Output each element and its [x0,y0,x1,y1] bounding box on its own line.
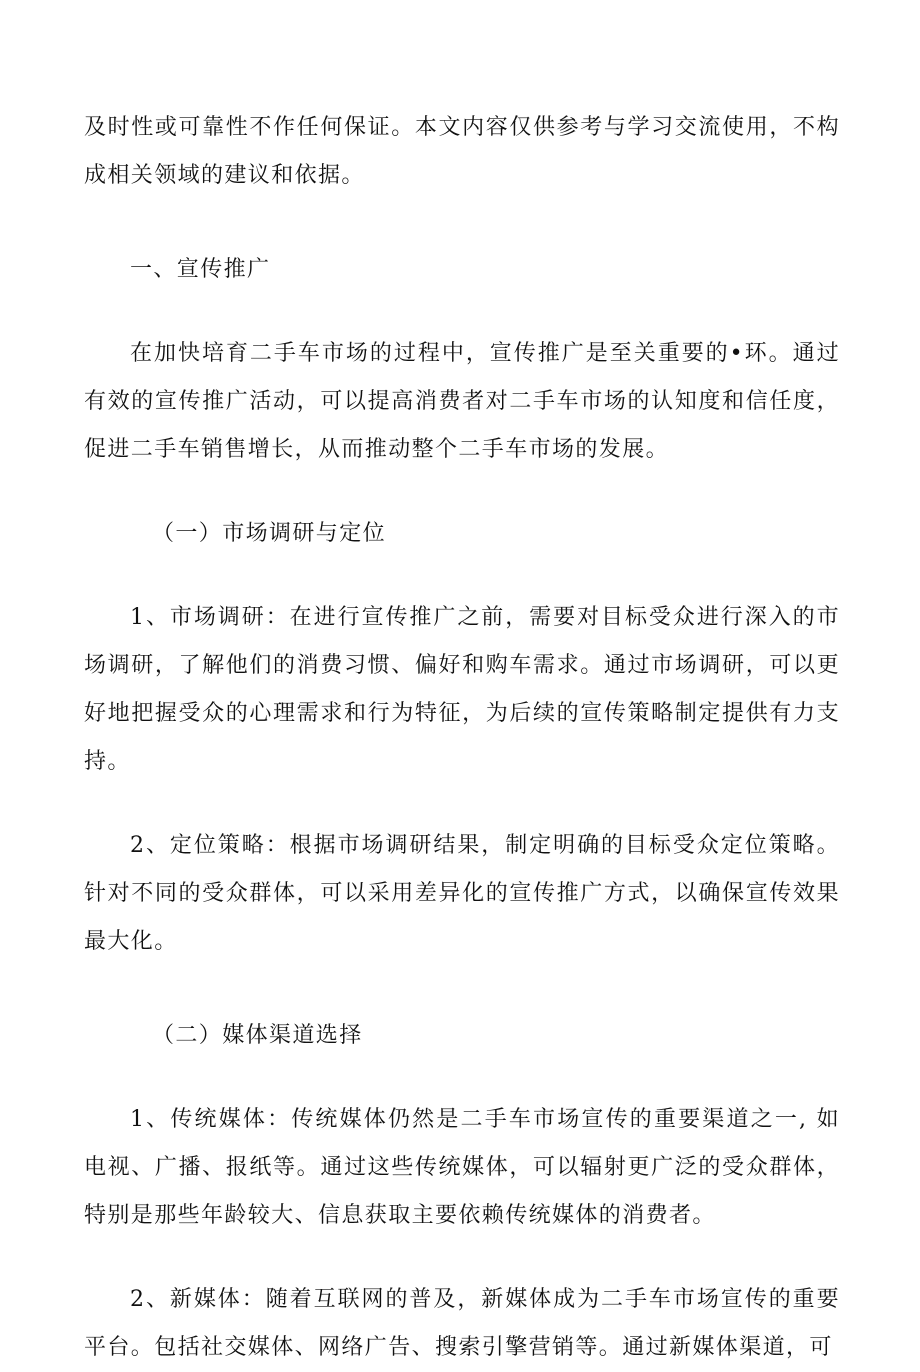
section-heading-promotion: 一、宣传推广 [130,257,271,282]
paragraph-market-research: 1、市场调研：在进行宣传推广之前，需要对目标受众进行深入的市场调研，了解他们的消费习惯、偏好和购车需求。通过市场调研，可以更好地把握受众的心理需求和行为特征，为后续的宣传策略制定提供有力支持。 [84,605,840,774]
subsection-heading-media-channels: （二）媒体渠道选择 [152,1023,363,1048]
paragraph-intro-tail: 及时性或可靠性不作任何保证。本文内容仅供参考与学习交流使用，不构成相关领域的建议和依据。 [84,115,840,188]
paragraph-positioning-strategy: 2、定位策略：根据市场调研结果，制定明确的目标受众定位策略。针对不同的受众群体，可以采用差异化的宣传推广方式，以确保宣传效果最大化。 [84,833,840,954]
paragraph-traditional-media: 1、传统媒体：传统媒体仍然是二手车市场宣传的重要渠道之一, 如电视、广播、报纸等。通过这些传统媒体，可以辐射更广泛的受众群体，特别是那些年龄较大、信息获取主要依赖传统媒体的消费者。 [84,1107,840,1228]
subsection-heading-market-research: （一）市场调研与定位 [152,521,387,546]
paragraph-promotion-intro: 在加快培育二手车市场的过程中，宣传推广是至关重要的•环。通过有效的宣传推广活动，可以提高消费者对二手车市场的认知度和信任度，促进二手车销售增长，从而推动整个二手车市场的发展。 [84,341,840,462]
paragraph-new-media: 2、新媒体：随着互联网的普及，新媒体成为二手车市场宣传的重要平台。包括社交媒体、网络广告、搜索引擎营销等。通过新媒体渠道，可 [84,1287,840,1360]
document-body [84,104,840,1372]
